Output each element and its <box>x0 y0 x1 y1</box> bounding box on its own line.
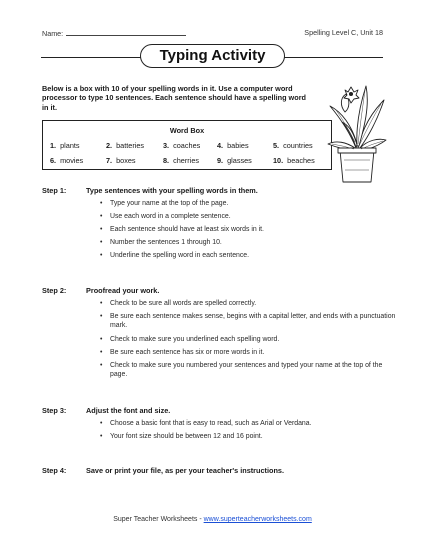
bullet-icon: • <box>100 349 103 356</box>
word-item: 3. coaches <box>163 141 201 150</box>
bullet-item: • Number the sentences 1 through 10. <box>100 239 222 246</box>
word-item: 8. cherries <box>163 156 200 165</box>
word-item: 1. plants <box>50 141 80 150</box>
bullet-icon: • <box>100 226 103 233</box>
word-item: 4. babies <box>217 141 249 150</box>
bullet-icon: • <box>100 362 103 369</box>
bullet-icon: • <box>100 252 103 259</box>
bullet-icon: • <box>100 420 103 427</box>
bullet-item: • Be sure each sentence makes sense, begins with a capital letter, and ends with a punctuation mark. <box>100 313 396 329</box>
bullet-item: • Underline the spelling word in each sentence. <box>100 252 250 259</box>
footer-link[interactable]: www.superteacherworksheets.com <box>203 516 312 523</box>
name-blank-line <box>66 28 186 36</box>
bullet-item: • Check to be sure all words are spelled correctly. <box>100 300 257 307</box>
word-item: 10. beaches <box>273 156 315 165</box>
step-3-heading: Adjust the font and size. <box>86 406 171 415</box>
word-box-title: Word Box <box>169 126 205 135</box>
word-box <box>42 120 332 170</box>
step-3-label: Step 3: <box>42 406 67 415</box>
bullet-icon: • <box>100 336 103 343</box>
bullet-icon: • <box>100 239 103 246</box>
title-banner <box>0 44 425 70</box>
bullet-item: • Check to make sure you numbered your sentences and typed your name at the top of the page. <box>100 362 383 378</box>
course-label: Spelling Level C, Unit 18 <box>304 28 383 37</box>
word-item: 5. countries <box>273 141 313 150</box>
name-field <box>42 28 186 38</box>
bullet-item: • Each sentence should have at least six words in it. <box>100 226 264 233</box>
bullet-icon: • <box>100 213 103 220</box>
bullet-item: • Choose a basic font that is easy to read, such as Arial or Verdana. <box>100 420 312 427</box>
footer-text: Super Teacher Worksheets - <box>113 516 204 523</box>
bullet-icon: • <box>100 313 103 320</box>
potted-plant-icon <box>326 78 388 186</box>
bullet-icon: • <box>100 433 103 440</box>
word-item: 6. movies <box>50 156 84 165</box>
step-4-heading: Save or print your file, as per your teacher's instructions. <box>86 466 284 475</box>
name-label: Name: <box>42 29 64 38</box>
bullet-item: • Be sure each sentence has six or more words in it. <box>100 349 265 356</box>
bullet-item: • Use each word in a complete sentence. <box>100 213 231 220</box>
word-item: 2. batteries <box>106 141 145 150</box>
bullet-item: • Your font size should be between 12 and 16 point. <box>100 433 263 440</box>
step-2-heading: Proofread your work. <box>86 286 160 295</box>
step-4-label: Step 4: <box>42 466 67 475</box>
intro-text: Below is a box with 10 of your spelling words in it. Use a computer word processor to type 10 sentences. Each sentence should have a spelling word in it. <box>42 84 306 112</box>
step-2-label: Step 2: <box>42 286 67 295</box>
footer <box>0 516 425 523</box>
page-title: Typing Activity <box>140 44 285 68</box>
word-item: 9. glasses <box>217 156 252 165</box>
bullet-item: • Type your name at the top of the page. <box>100 200 229 207</box>
bullet-icon: • <box>100 300 103 307</box>
step-1-heading: Type sentences with your spelling words in them. <box>86 186 258 195</box>
bullet-icon: • <box>100 200 103 207</box>
step-1-label: Step 1: <box>42 186 67 195</box>
word-item: 7. boxes <box>106 156 136 165</box>
bullet-item: • Check to make sure you underlined each spelling word. <box>100 336 280 343</box>
